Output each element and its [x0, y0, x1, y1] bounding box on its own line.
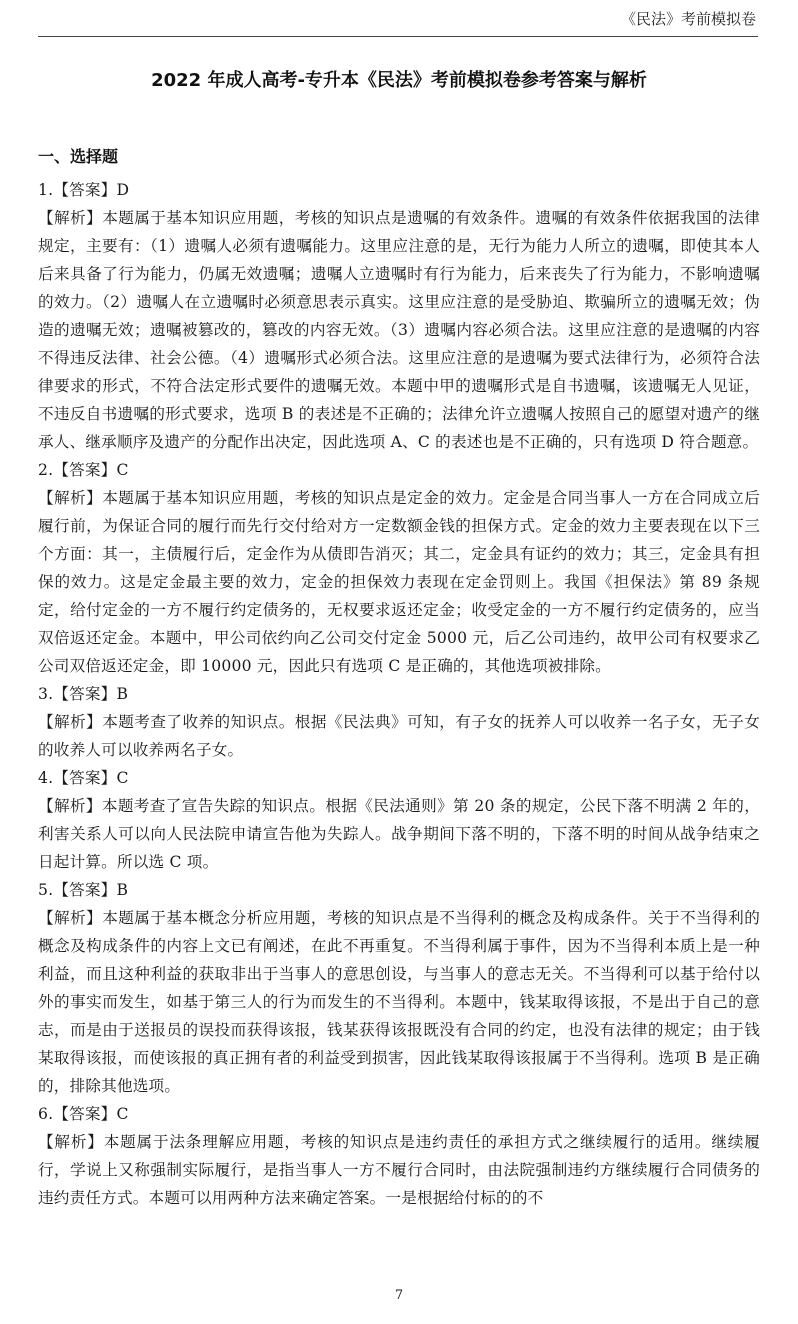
page-number: 7 [394, 1288, 404, 1303]
answer-list [38, 176, 760, 1212]
answer-line-q2: 2.【答案】C [38, 461, 129, 479]
analysis-paragraph-q4: 【解析】本题考查了宣告失踪的知识点。根据《民法通则》第 20 条的规定，公民下落不明满 2 年的，利害关系人可以向人民法院申请宣告他为失踪人。战争期间下落不明的，下落不明的时间从战争结束之日起计算。所以选 C 项。 [38, 797, 760, 871]
analysis-paragraph-q2: 【解析】本题属于基本知识应用题，考核的知识点是定金的效力。定金是合同当事人一方在合同成立后履行前，为保证合同的履行而先行交付给对方一定数额金钱的担保方式。定金的效力主要表现在以下三个方面：其一，主债履行后，定金作为从债即告消灭；其二，定金具有证约的效力；其三，定金具有担保的效力。这是定金最主要的效力，定金的担保效力表现在定金罚则上。我国《担保法》第 89 条规定，给付定金的一方不履行约定债务的，无权要求返还定金；收受定金的一方不履行约定债务的，应当双倍返还定金。本题中，甲公司依约向乙公司交付定金 5000 元，后乙公司违约，故甲公司有权要求乙公司双倍返还定金，即 10000 元，因此只有选项 C 是正确的，其他选项被排除。 [38, 489, 760, 675]
analysis-paragraph-q6: 【解析】本题属于法条理解应用题，考核的知识点是违约责任的承担方式之继续履行的适用。继续履行，学说上又称强制实际履行，是指当事人一方不履行合同时，由法院强制违约方继续履行合同债务的违约责任方式。本题可以用两种方法来确定答案。一是根据给付标的的不 [38, 1133, 760, 1207]
header-divider [38, 36, 758, 37]
answer-line-q6: 6.【答案】C [38, 1105, 129, 1123]
analysis-paragraph-q5: 【解析】本题属于基本概念分析应用题，考核的知识点是不当得利的概念及构成条件。关于不当得利的概念及构成条件的内容上文已有阐述，在此不再重复。不当得利属于事件，因为不当得利本质上是一种利益，而且这种利益的获取非出于当事人的意思创设，与当事人的意志无关。不当得利可以基于给付以外的事实而发生，如基于第三人的行为而发生的不当得利。本题中，钱某取得该报，不是出于自己的意志，而是由于送报员的误投而获得该报，钱某获得该报既没有合同的约定，也没有法律的规定；由于钱某取得该报，而使该报的真正拥有者的利益受到损害，因此钱某取得该报属于不当得利。选项 B 是正确的，排除其他选项。 [38, 909, 760, 1095]
answer-line-q3: 3.【答案】B [38, 685, 129, 703]
section-heading: 一、选择题 [38, 147, 119, 166]
answer-line-q1: 1.【答案】D [38, 181, 130, 199]
answer-line-q4: 4.【答案】C [38, 769, 129, 787]
analysis-paragraph-q3: 【解析】本题考查了收养的知识点。根据《民法典》可知，有子女的抚养人可以收养一名子女，无子女的收养人可以收养两名子女。 [38, 713, 760, 759]
analysis-paragraph-q1: 【解析】本题属于基本知识应用题，考核的知识点是遗嘱的有效条件。遗嘱的有效条件依据我国的法律规定，主要有：（1）遗嘱人必须有遗嘱能力。这里应注意的是，无行为能力人所立的遗嘱，即使其本人后来具备了行为能力，仍属无效遗嘱；遗嘱人立遗嘱时有行为能力，后来丧失了行为能力，不影响遗嘱的效力。（2）遗嘱人在立遗嘱时必须意思表示真实。这里应注意的是受胁迫、欺骗所立的遗嘱无效；伪造的遗嘱无效；遗嘱被篡改的，篡改的内容无效。（3）遗嘱内容必须合法。这里应注意的是遗嘱的内容不得违反法律、社会公德。（4）遗嘱形式必须合法。这里应注意的是遗嘱为要式法律行为，必须符合法律要求的形式，不符合法定形式要件的遗嘱无效。本题中甲的遗嘱形式是自书遗嘱，该遗嘱无人见证，不违反自书遗嘱的形式要求，选项 B 的表述是不正确的；法律允许立遗嘱人按照自己的愿望对遗产的继承人、继承顺序及遗产的分配作出决定，因此选项 A、C 的表述也是不正确的，只有选项 D 符合题意。 [38, 209, 760, 451]
running-header-title: 《民法》考前模拟卷 [620, 10, 756, 28]
document-title: 2022 年成人高考-专升本《民法》考前模拟卷参考答案与解析 [151, 70, 647, 91]
answer-line-q5: 5.【答案】B [38, 881, 129, 899]
